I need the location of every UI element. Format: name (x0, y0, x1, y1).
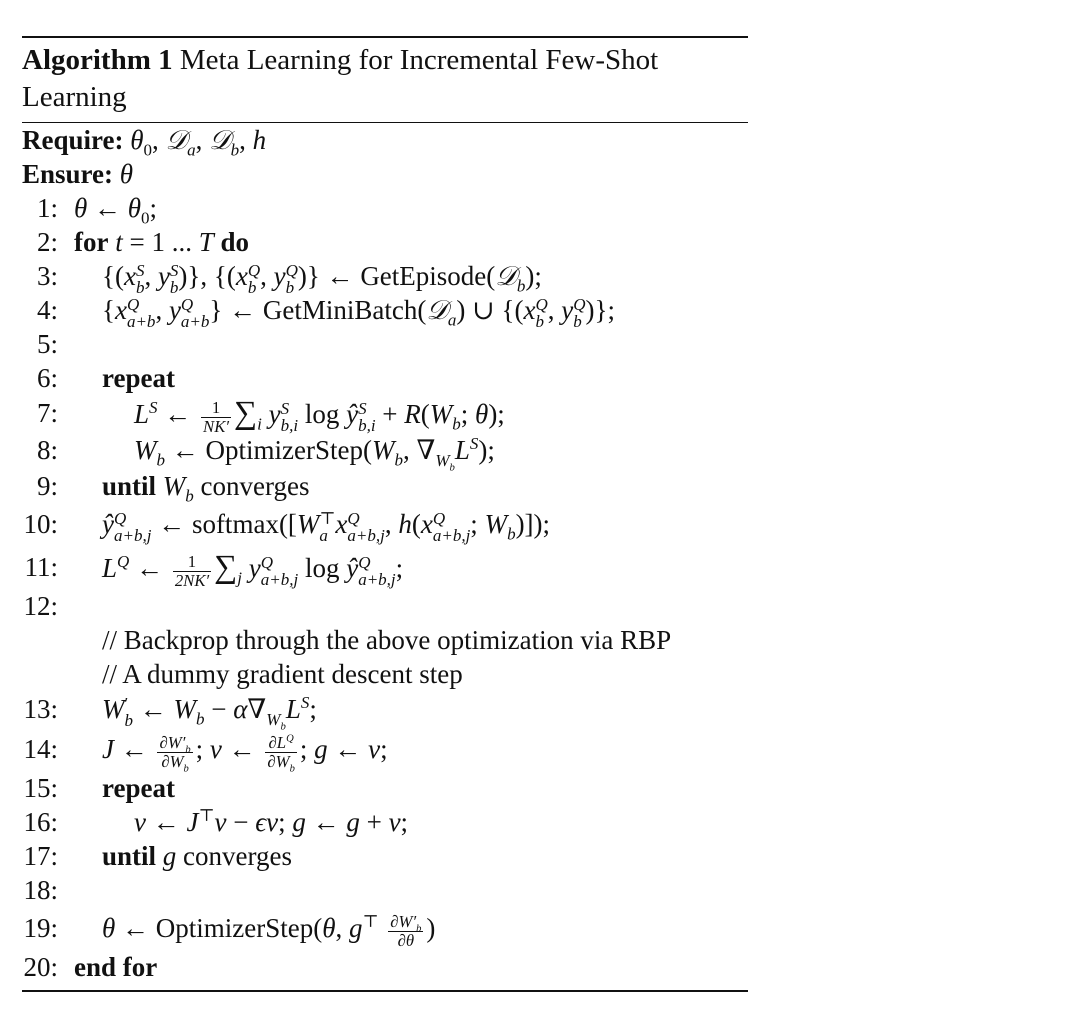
algo-line-2: 2: for t = 1 ... T do (22, 225, 748, 259)
softmax-fn: softmax (191, 509, 279, 540)
algo-line-14: 14: J ← $\frac{\partial W'_b}{\partial W_b}$ ; v ← $\frac{\partial L^Q}{\partial W_b}$ ; g ← v; (22, 728, 748, 771)
line-number: 19: (23, 913, 58, 944)
algo-line-16: 16: v ← J⊤v − ϵv; g ← g + v; (22, 805, 748, 839)
get-episode-fn: GetEpisode (360, 261, 487, 292)
line-number: 5: (36, 329, 58, 360)
line-number: 6: (36, 363, 58, 394)
algo-line-15 (22, 771, 748, 805)
algo-line-1: 1: θ ← $\theta_0$; (22, 191, 748, 225)
algo-line-6 (22, 361, 748, 395)
line-number: 8: (36, 435, 58, 466)
repeat-keyword: repeat (102, 363, 175, 394)
ensure-line: Ensure: θ (22, 159, 134, 190)
algo-line-20 (22, 950, 748, 984)
get-minibatch-fn: GetMiniBatch (262, 295, 418, 326)
algo-line-7: 7: $L^S$ ← $\frac{1}{NK'}$ $\sum_i$ y S b,i log ŷ S b,i + $R(W_b$; θ); (22, 395, 748, 432)
comment-line-1 (22, 623, 748, 657)
algo-line-17: 17: until g converges (22, 839, 748, 873)
ensure-keyword: Ensure: (22, 159, 114, 190)
algo-line-3: 3: {(x S b , y S b )}, {(x Q b , y Q b )} ← GetEpisode(𝒟$_b$); (22, 259, 748, 293)
line-number: 20: (23, 952, 58, 983)
algo-line-5 (22, 327, 748, 361)
algo-line-8: 8: $W_b$ ← $OptimizerStep(W_b$, $\nabla_{W_b}L^S$); (22, 432, 748, 469)
line-number: 15: (23, 773, 58, 804)
line-number: 7: (36, 398, 58, 429)
algo-line-10: 10: ŷ Q a+b,j ← softmax([W ⊤ a x Q a+b,j , h(x Q a+b,j ; $W_b$)]); (22, 503, 748, 546)
line-number: 14: (23, 734, 58, 765)
line-number: 18: (23, 875, 58, 906)
comment-line-2 (22, 657, 748, 691)
log-fn: log (304, 553, 340, 584)
until-keyword: until (102, 471, 157, 502)
line-number: 3: (36, 261, 58, 292)
algo-line-13: 13: W ′ b ← $W_b - \alpha\nabla_{W_b}L^S$; (22, 691, 748, 728)
algorithm-label: Algorithm 1 (22, 44, 173, 76)
line-number: 9: (36, 471, 58, 502)
algorithm-title-line1: Meta Learning for Incremental Few-Shot (179, 44, 659, 76)
line-number: 10: (23, 509, 58, 540)
require-keyword: Require: (22, 125, 124, 156)
algo-line-19: 19: θ ← OptimizerStep(θ, g⊤ $\frac{\partial W'_b}{\partial\theta}$ ) (22, 907, 748, 950)
algorithm-title (22, 38, 748, 116)
line-number: 11: (24, 552, 58, 583)
algo-line-12 (22, 589, 748, 623)
algo-line-18 (22, 873, 748, 907)
algo-line-9: 9: until $W_b$ converges (22, 469, 748, 503)
line-number: 17: (23, 841, 58, 872)
bottom-rule (22, 990, 748, 991)
line-number: 16: (23, 807, 58, 838)
line-number: 13: (23, 694, 58, 725)
converges-text: converges (183, 841, 292, 872)
comment-dummy-step: // A dummy gradient descent step (102, 659, 463, 690)
repeat-keyword: repeat (102, 773, 175, 804)
require-line: Require: $\theta_0$, 𝒟$_a$, 𝒟$_b$, h (22, 125, 267, 160)
comment-rbp: // Backprop through the above optimization via RBP (102, 625, 672, 656)
line-number: 4: (36, 295, 58, 326)
end-for-keyword: end for (74, 952, 158, 983)
line-number: 2: (36, 227, 58, 258)
do-keyword: do (220, 227, 250, 258)
algo-line-4: 4: {x Q a+b , y Q a+b } ← GetMiniBatch(𝒟$_a$) ∪ {(x Q b , y Q b )}; (22, 293, 748, 327)
optimizer-step-fn: OptimizerStep (205, 435, 363, 466)
line-number: 12: (23, 591, 58, 622)
optimizer-step-fn: OptimizerStep (155, 913, 314, 944)
log-fn: log (304, 399, 340, 430)
converges-text: converges (200, 471, 310, 502)
algorithm-title-line2: Learning (22, 81, 127, 113)
algo-line-11: 11: $L^Q$ ← $\frac{1}{2NK'}$ $\sum_j$ y Q a+b,j log ŷ Q a+b,j ; (22, 546, 748, 589)
line-number: 1: (36, 193, 58, 224)
algorithm-block (22, 36, 748, 992)
for-keyword: for (74, 227, 109, 258)
until-keyword: until (102, 841, 157, 872)
